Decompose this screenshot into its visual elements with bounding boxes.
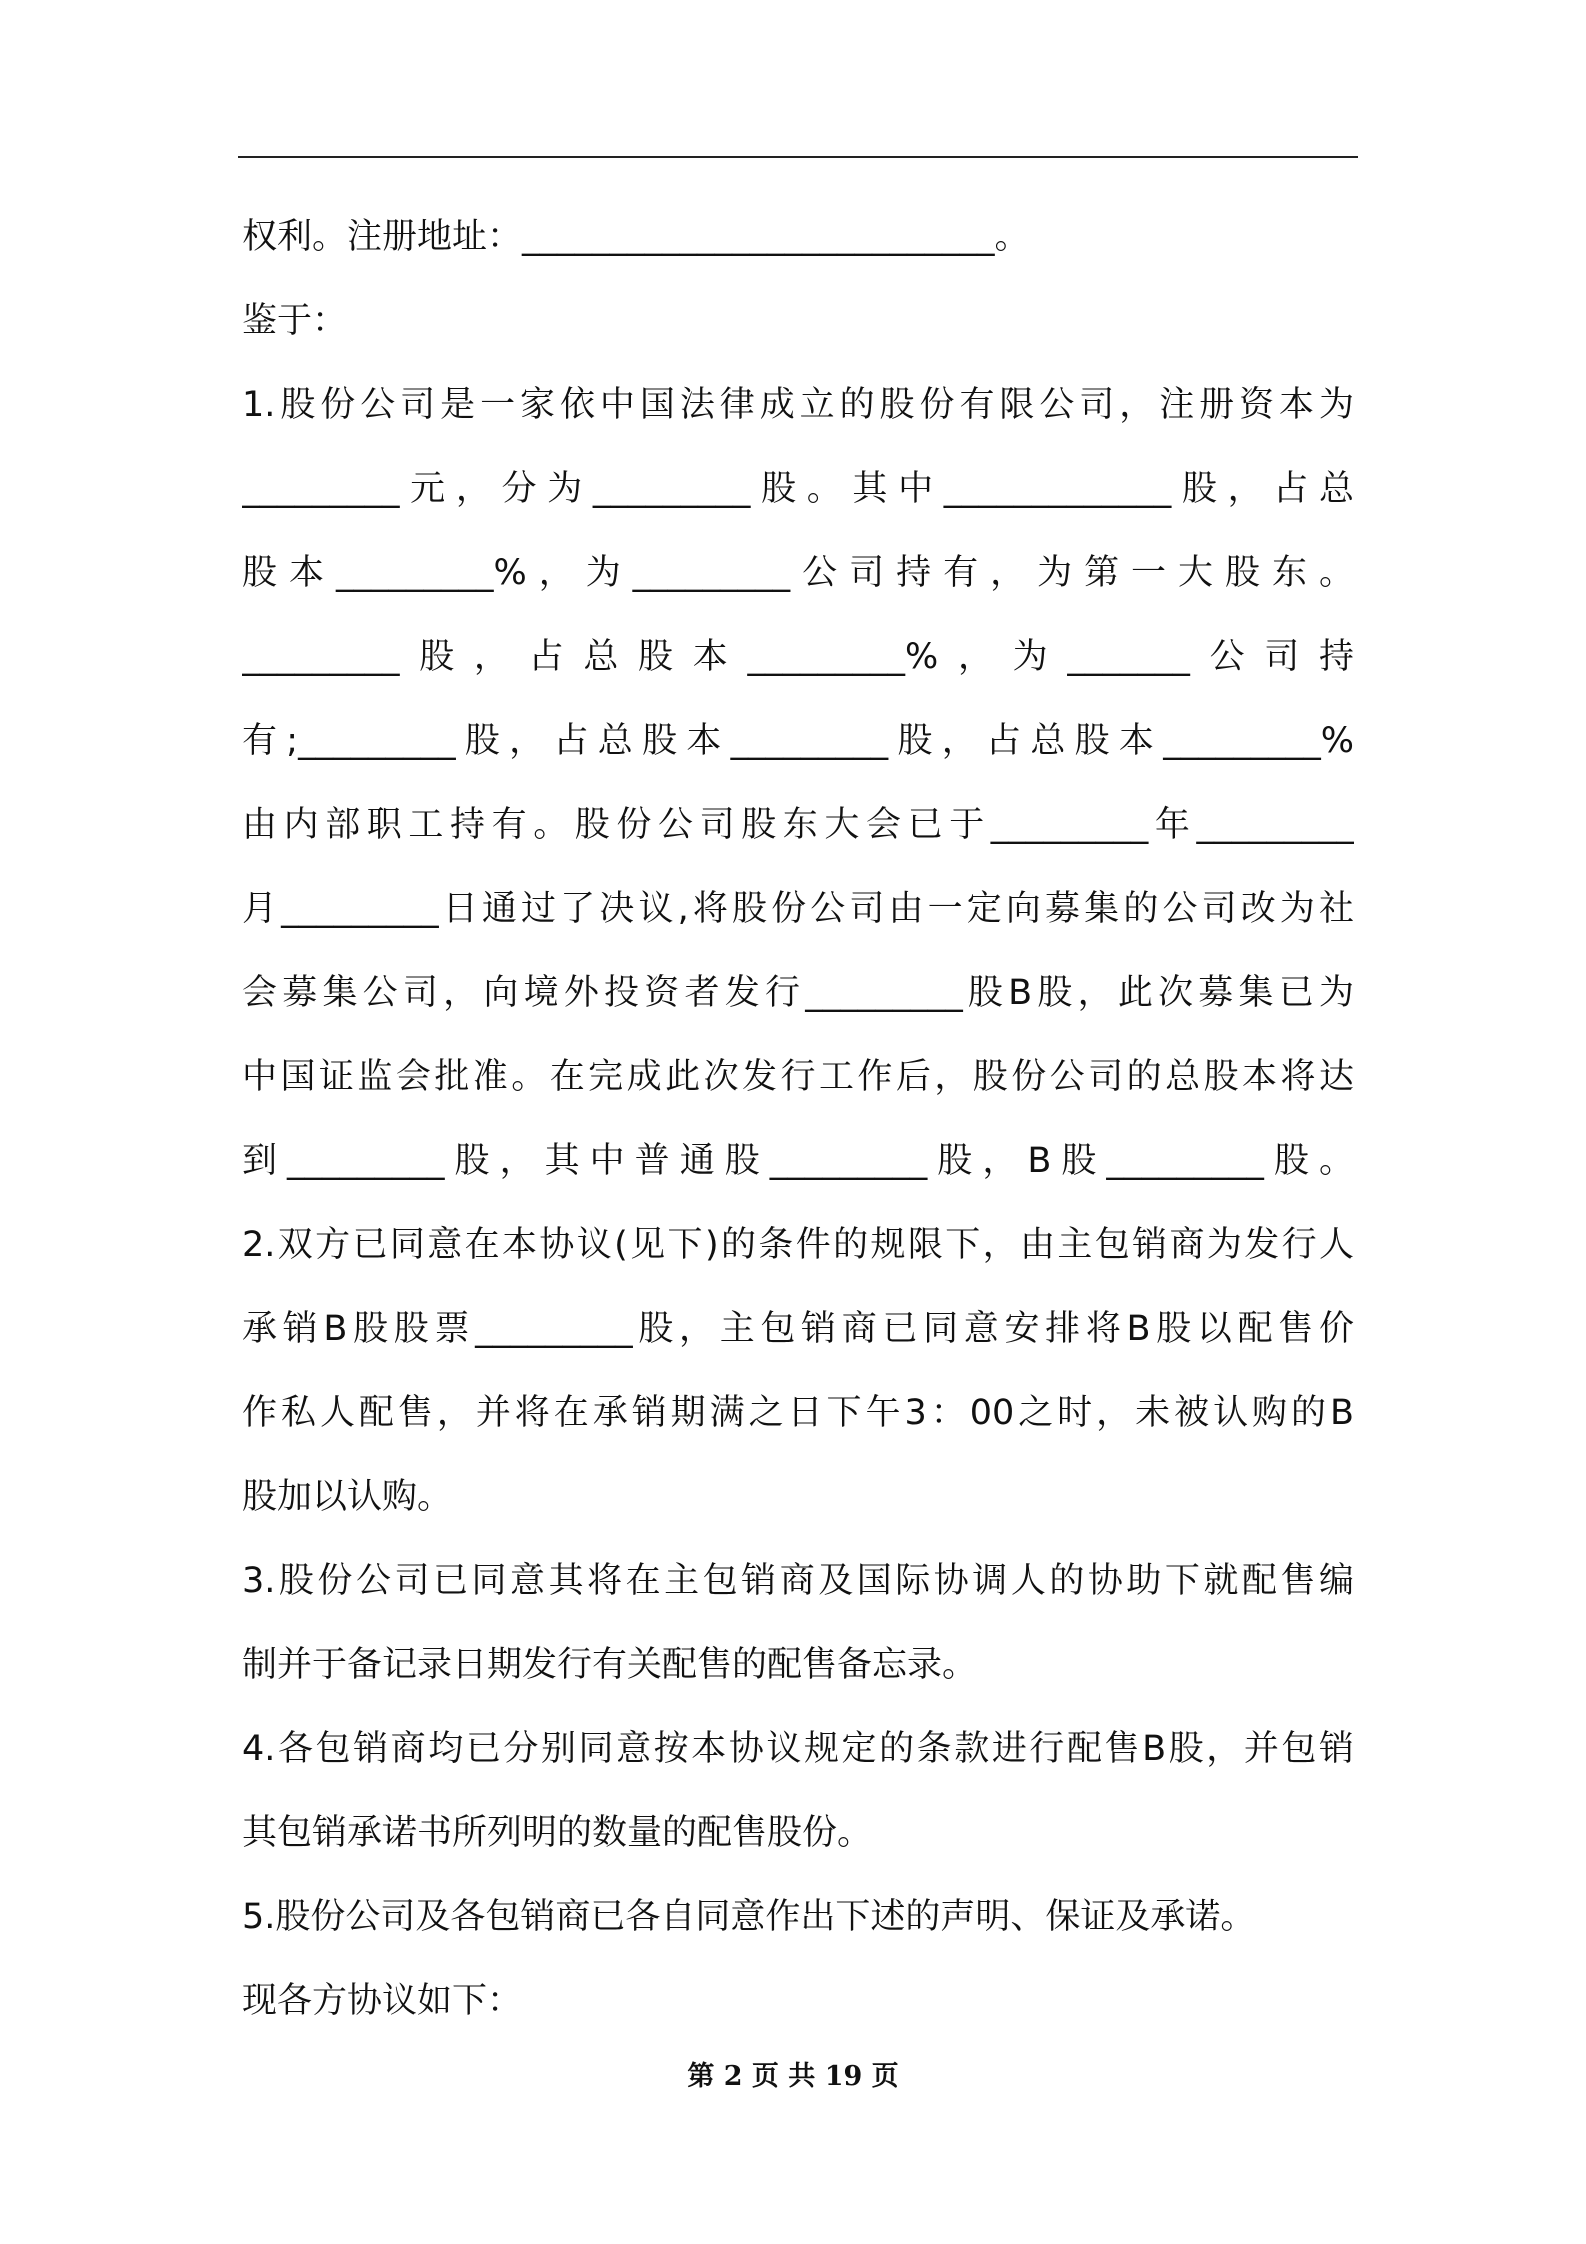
page-number: 第 2 页 共 19 页 [687, 2061, 899, 2092]
text-line: 3.股份公司已同意其将在主包销商及国际协调人的协助下就配售编 [242, 1561, 1354, 1601]
text-line: 有;_________股，占总股本_________股，占总股本_________% [242, 721, 1354, 761]
text-line: 4.各包销商均已分别同意按本协议规定的条款进行配售B股，并包销 [242, 1729, 1354, 1769]
text-line: _________股，占总股本_________%，为_______公司持 [242, 637, 1354, 677]
text-line: 会募集公司，向境外投资者发行_________股B股，此次募集已为 [242, 973, 1354, 1013]
text-line: 股加以认购。 [242, 1477, 453, 1517]
text-line: 5.股份公司及各包销商已各自同意作出下述的声明、保证及承诺。 [242, 1897, 1256, 1937]
text-line: 现各方协议如下： [242, 1981, 523, 2021]
text-line: 由内部职工持有。股份公司股东大会已于_________年_________ [242, 805, 1354, 845]
header-rule [238, 156, 1358, 158]
text-line: _________元，分为_________股。其中_____________股，占总 [242, 469, 1354, 509]
text-line: 其包销承诺书所列明的数量的配售股份。 [242, 1813, 873, 1853]
text-line: 权利。注册地址：___________________________。 [242, 217, 1030, 257]
text-line: 1.股份公司是一家依中国法律成立的股份有限公司，注册资本为 [242, 385, 1354, 425]
text-line: 作私人配售，并将在承销期满之日下午3：00之时，未被认购的B [242, 1393, 1354, 1433]
text-line: 股本_________%，为_________公司持有，为第一大股东。 [242, 553, 1354, 593]
text-line: 制并于备记录日期发行有关配售的配售备忘录。 [242, 1645, 978, 1685]
text-line: 鉴于： [242, 301, 348, 341]
text-line: 到_________股，其中普通股_________股，B股_________股。 [242, 1141, 1354, 1181]
document-body [242, 195, 1354, 2043]
text-line: 中国证监会批准。在完成此次发行工作后，股份公司的总股本将达 [242, 1057, 1354, 1097]
text-line: 承销B股股票_________股，主包销商已同意安排将B股以配售价 [242, 1309, 1354, 1349]
text-line: 月_________日通过了决议,将股份公司由一定向募集的公司改为社 [242, 889, 1354, 929]
text-line: 2.双方已同意在本协议(见下)的条件的规限下，由主包销商为发行人 [242, 1225, 1354, 1265]
